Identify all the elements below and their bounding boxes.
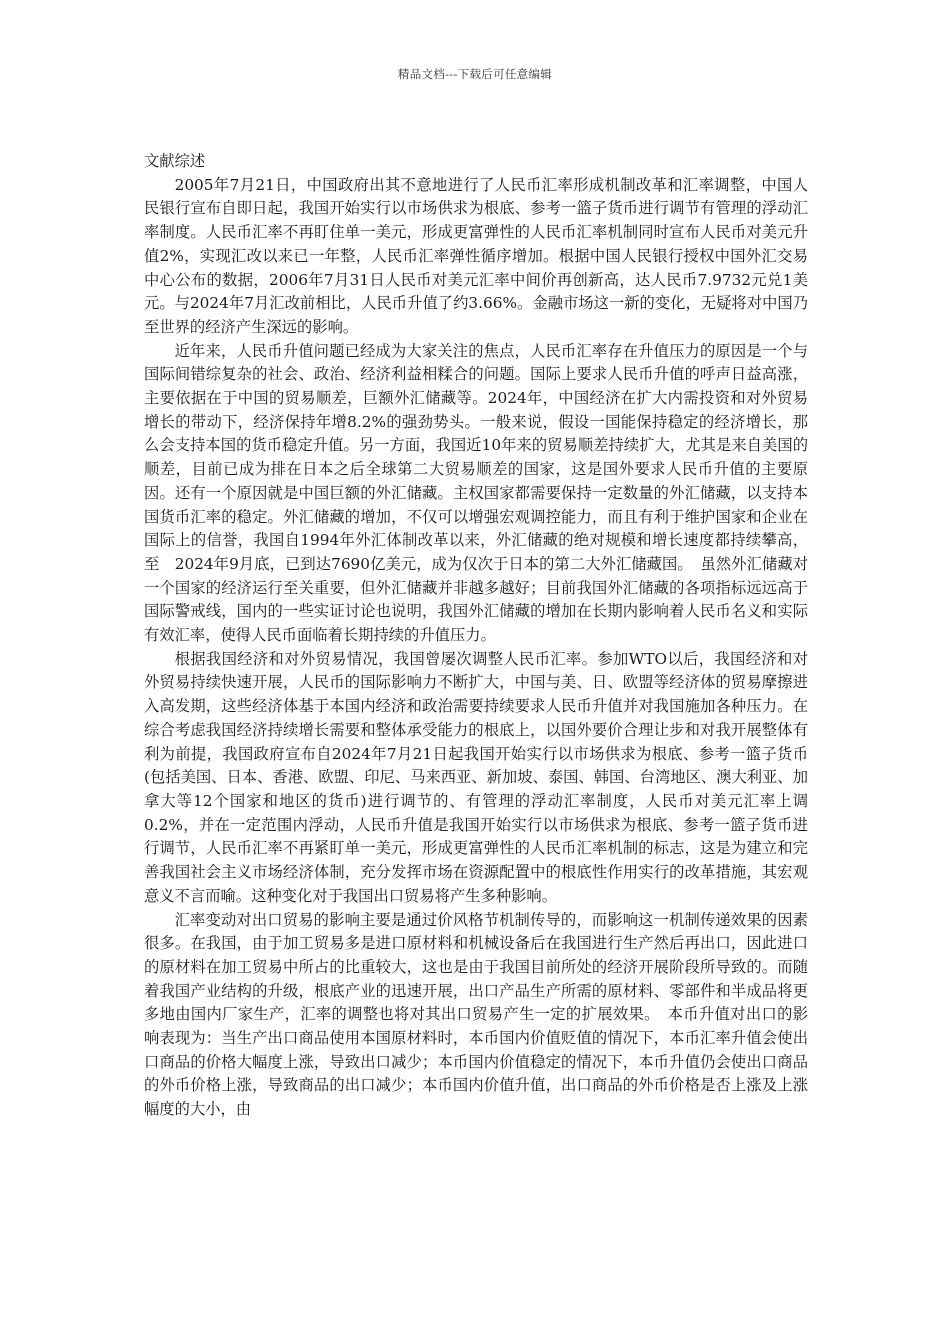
document-title: 文献综述 <box>144 152 206 170</box>
document-body <box>144 150 808 1122</box>
paragraph-2: 近年来，人民币升值问题已经成为大家关注的焦点，人民币汇率存在升值压力的原因是一个与国际间错综复杂的社会、政治、经济利益相糅合的问题。国际上要求人民币升值的呼声日益高涨，主要依据在于中国的贸易顺差，巨额外汇储藏等。2024年，中国经济在扩大内需投资和对外贸易增长的带动下，经济保持年增8.2%的强劲势头。一般来说，假设一国能保持稳定的经济增长，那么会支持本国的货币稳定升值。另一方面，我国近10年来的贸易顺差持续扩大，尤其是来自美国的顺差，目前已成为排在日本之后全球第二大贸易顺差的国家，这是国外要求人民币升值的主要原因。还有一个原因就是中国巨额的外汇储藏。主权国家都需要保持一定数量的外汇储藏，以支持本国货币汇率的稳定。外汇储藏的增加，不仅可以增强宏观调控能力，而且有利于维护国家和企业在国际上的信誉，我国自1994年外汇体制改革以来，外汇储藏的绝对规模和增长速度都持续攀高，至 2024年9月底，已到达7690亿美元，成为仅次于日本的第二大外汇储藏国。 虽然外汇储藏对一个国家的经济运行至关重要，但外汇储藏并非越多越好；目前我国外汇储藏的各项指标远远高于国际警戒线，国内的一些实证讨论也说明，我国外汇储藏的增加在长期内影响着人民币名义和实际有效汇率，使得人民币面临着长期持续的升值压力。 <box>144 341 808 645</box>
paragraph-4: 汇率变动对出口贸易的影响主要是通过价风格节机制传导的，而影响这一机制传递效果的因素很多。在我国，由于加工贸易多是进口原材料和机械设备后在我国进行生产然后再出口，因此进口的原材料在加工贸易中所占的比重较大，这也是由于我国目前所处的经济开展阶段所导致的。而随着我国产业结构的升级，根底产业的迅速开展，出口产品生产所需的原材料、零部件和半成品将更多地由国内厂家生产，汇率的调整也将对其出口贸易产生一定的扩展效果。 本币升值对出口的影响表现为：当生产出口商品使用本国原材料时，本币国内价值贬值的情况下，本币汇率升值会使出口商品的价格大幅度上涨，导致出口减少；本币国内价值稳定的情况下，本币升值仍会使出口商品的外币价格上涨，导致商品的出口减少；本币国内价值升值，出口商品的外币价格是否上涨及上涨幅度的大小，由 <box>144 910 808 1119</box>
paragraph-3: 根据我国经济和对外贸易情况，我国曾屡次调整人民币汇率。参加WTO以后，我国经济和对外贸易持续快速开展，人民币的国际影响力不断扩大，中国与美、日、欧盟等经济体的贸易摩擦进入高发期，这些经济体基于本国内经济和政治需要持续要求人民币升值并对我国施加各种压力。在综合考虑我国经济持续增长需要和整体承受能力的根底上，以国外要价合理让步和对我开展整体有利为前提，我国政府宣布自2024年7月21日起我国开始实行以市场供求为根底、参考一篮子货币(包括美国、日本、香港、欧盟、印尼、马来西亚、新加坡、泰国、韩国、台湾地区、澳大利亚、加拿大等12个国家和地区的货币)进行调节的、有管理的浮动汇率制度，人民币对美元汇率上调0.2%，并在一定范围内浮动，人民币升值是我国开始实行以市场供求为根底、参考一篮子货币进行调节，人民币汇率不再紧盯单一美元，形成更富弹性的人民币汇率机制的标志，这是为建立和完善我国社会主义市场经济体制，充分发挥市场在资源配置中的根底性作用实行的改革措施，其宏观意义不言而喻。这种变化对于我国出口贸易将产生多种影响。 <box>144 649 808 905</box>
page-header: 精品文档---下载后可任意编辑 <box>397 67 553 81</box>
paragraph-1: 2005年7月21日，中国政府出其不意地进行了人民币汇率形成机制改革和汇率调整，中国人民银行宣布自即日起，我国开始实行以市场供求为根底、参考一篮子货币进行调节有管理的浮动汇率制度。人民币汇率不再盯住单一美元，形成更富弹性的人民币汇率机制同时宣布人民币对美元升值2%，实现汇改以来已一年整，人民币汇率弹性循序增加。根据中国人民银行授权中国外汇交易中心公布的数据，2006年7月31日人民币对美元汇率中间价再创新高，达人民币7.9732元兑1美元。与2024年7月汇改前相比，人民币升值了约3.66%。金融市场这一新的变化，无疑将对中国乃至世界的经济产生深远的影响。 <box>144 175 808 336</box>
